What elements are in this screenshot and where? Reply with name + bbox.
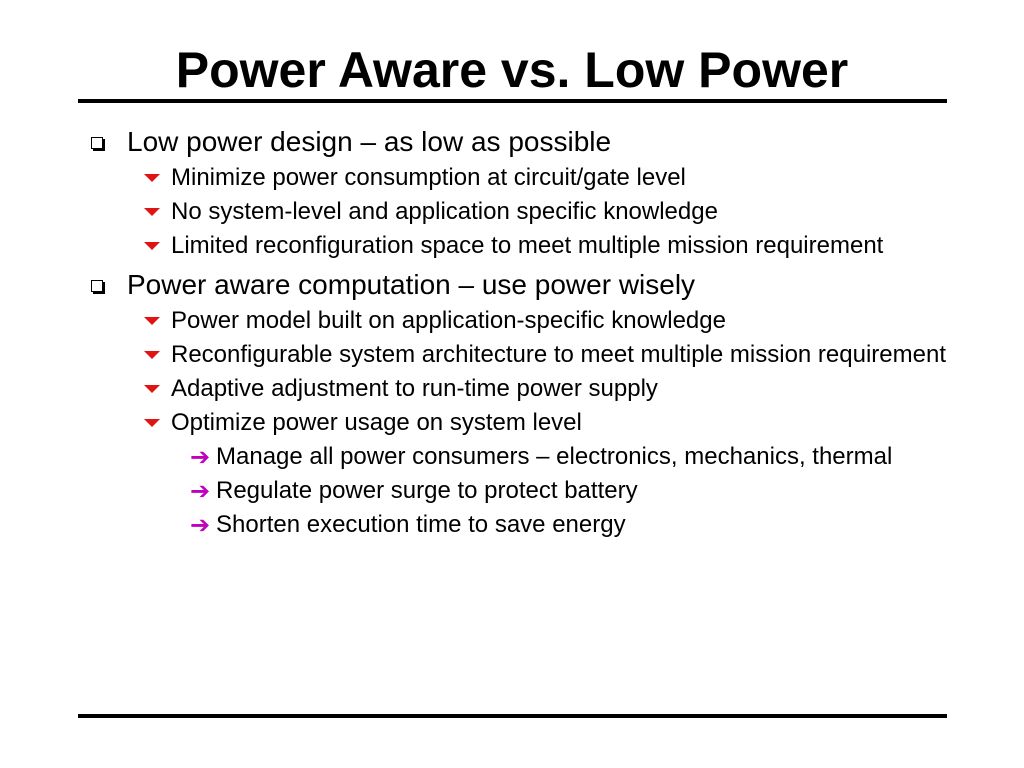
sub-sub-bullet bbox=[0, 510, 1024, 540]
bullet-text: Power aware computation – use power wisely bbox=[127, 269, 696, 300]
hollow-square-icon bbox=[91, 280, 103, 292]
magenta-arrow-icon: ➔ bbox=[190, 477, 211, 505]
sub-bullet-text: Reconfigurable system architecture to meet multiple mission requirement bbox=[171, 341, 946, 368]
sub-bullet bbox=[0, 306, 1024, 336]
slide-title: Power Aware vs. Low Power bbox=[175, 42, 849, 98]
sub-bullet bbox=[0, 163, 1024, 193]
sub-bullet-text: Limited reconfiguration space to meet multiple mission requirement bbox=[171, 232, 884, 259]
sub-sub-bullet-text: Regulate power surge to protect battery bbox=[216, 477, 638, 504]
magenta-arrow-icon: ➔ bbox=[190, 443, 211, 471]
sub-bullet-text: Minimize power consumption at circuit/gate level bbox=[171, 164, 686, 191]
bullet-low-power-design bbox=[0, 125, 1024, 159]
footer-divider bbox=[78, 714, 947, 718]
sub-bullet bbox=[0, 408, 1024, 438]
hollow-square-icon bbox=[91, 137, 103, 149]
sub-bullet bbox=[0, 231, 1024, 261]
red-down-triangle-icon bbox=[144, 385, 160, 393]
red-down-triangle-icon bbox=[144, 174, 160, 182]
slide-body bbox=[0, 118, 1024, 543]
title-divider bbox=[78, 99, 947, 103]
sub-sub-bullet bbox=[0, 442, 1024, 472]
sub-bullet bbox=[0, 340, 1024, 370]
sub-bullet bbox=[0, 197, 1024, 227]
bullet-text: Low power design – as low as possible bbox=[127, 126, 612, 157]
sub-bullet-text: Adaptive adjustment to run-time power supply bbox=[171, 375, 658, 402]
sub-bullet bbox=[0, 374, 1024, 404]
red-down-triangle-icon bbox=[144, 351, 160, 359]
red-down-triangle-icon bbox=[144, 317, 160, 325]
bullet-power-aware-computation bbox=[0, 268, 1024, 302]
sub-sub-bullet-text: Shorten execution time to save energy bbox=[216, 511, 626, 538]
sub-bullet-text: No system-level and application specific knowledge bbox=[171, 198, 718, 225]
sub-sub-bullet bbox=[0, 476, 1024, 506]
red-down-triangle-icon bbox=[144, 208, 160, 216]
sub-sub-bullet-text: Manage all power consumers – electronics, mechanics, thermal bbox=[216, 443, 893, 470]
sub-bullet-text: Optimize power usage on system level bbox=[171, 409, 582, 436]
red-down-triangle-icon bbox=[144, 419, 160, 427]
sub-bullet-text: Power model built on application-specific knowledge bbox=[171, 307, 726, 334]
magenta-arrow-icon: ➔ bbox=[190, 511, 211, 539]
red-down-triangle-icon bbox=[144, 242, 160, 250]
